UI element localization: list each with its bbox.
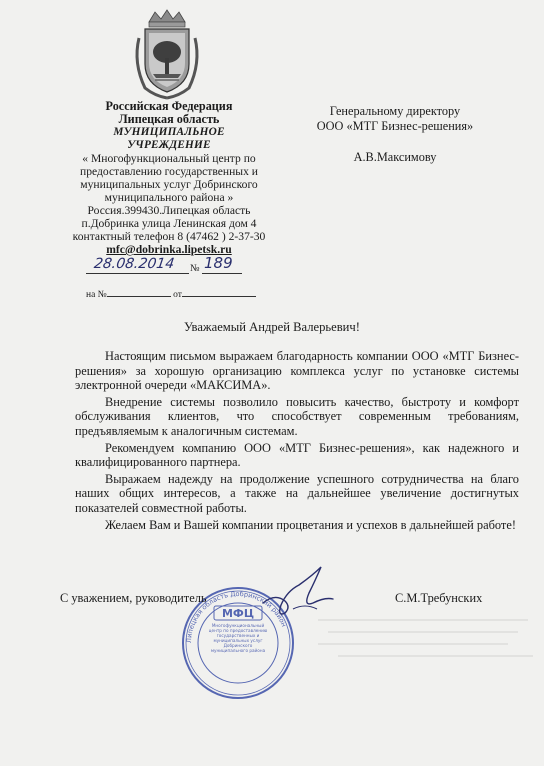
bleed-through-marks <box>318 612 538 672</box>
sender-address-1: Россия.399430.Липецкая область <box>87 204 251 217</box>
sender-phone: контактный телефон 8 (47462 ) 2-37-30 <box>72 230 266 243</box>
recipient-name: А.В.Максимову <box>353 150 437 164</box>
recipient-company: ООО «МТГ Бизнес-решения» <box>316 119 474 133</box>
letter-body <box>75 349 519 532</box>
body-paragraph: Внедрение системы позволило повысить качество, быстроту и комфорт обслуживания клиентов, что способствует современным требованиям, предъявляемым к аналогичным системам. <box>75 394 519 438</box>
handwritten-date: 28.08.2014 <box>92 256 176 272</box>
ref-prefix: на № <box>86 290 107 300</box>
salutation: Уважаемый Андрей Валерьевич! <box>184 320 360 334</box>
sender-institution-type-1: МУНИЦИПАЛЬНОЕ <box>113 126 225 138</box>
stamp-ring-text: Липецкая область Добринский район <box>184 589 288 644</box>
sender-name-4: муниципального района » <box>104 191 234 204</box>
body-paragraph: Рекомендуем компанию ООО «МТГ Бизнес-решения», как надежного и квалифицированного партнера. <box>75 440 519 470</box>
sender-address-2: п.Добринка улица Ленинская дом 4 <box>81 217 257 230</box>
body-paragraph: Желаем Вам и Вашей компании процветания и успехов в дальнейшей работе! <box>105 517 516 532</box>
stamp-inner-text: Многофункциональный центр по предоставлению государственных и муниципальных услуг Добринского муниципального района <box>208 623 268 653</box>
sender-block <box>64 100 274 256</box>
closing-phrase: С уважением, руководитель <box>60 591 207 605</box>
handwritten-number: 189 <box>204 254 233 272</box>
recipient-position: Генеральному директору <box>329 104 461 118</box>
ref-number-blank <box>107 288 171 297</box>
reference-line <box>86 288 256 300</box>
ref-from: от <box>173 290 182 300</box>
signer-name: С.М.Требунских <box>395 591 483 605</box>
sender-name-2: предоставлению государственных и <box>79 165 259 178</box>
sender-region: Липецкая область <box>118 112 220 126</box>
body-paragraph: Выражаем надежду на продолжение успешного сотрудничества на благо наших общих интересов, а также на дальнейшее увеличение достигнутых показателей совместной работы. <box>75 471 519 515</box>
handwritten-signature <box>255 563 345 623</box>
coat-of-arms-emblem <box>131 8 203 100</box>
sender-country: Российская Федерация <box>105 99 233 113</box>
date-underline <box>86 273 189 274</box>
sender-name-3: муниципальных услуг Добринского <box>80 178 258 191</box>
outgoing-date-number <box>86 256 266 278</box>
recipient-block <box>300 104 490 165</box>
ref-date-blank <box>182 288 256 297</box>
stamp-center-text: МФЦ <box>221 607 255 620</box>
sender-email: mfc@dobrinka.lipetsk.ru <box>106 243 232 256</box>
sender-institution-type-2: УЧРЕЖДЕНИЕ <box>127 139 211 151</box>
sender-name-1: « Многофункциональный центр по <box>82 152 256 165</box>
number-underline <box>202 273 242 274</box>
number-sign: № <box>190 263 200 274</box>
body-paragraph: Настоящим письмом выражаем благодарность компании ООО «МТГ Бизнес-решения» за хорошую организацию комплекса услуг по установке системы электронной очереди «МАКСИМА». <box>75 349 519 393</box>
